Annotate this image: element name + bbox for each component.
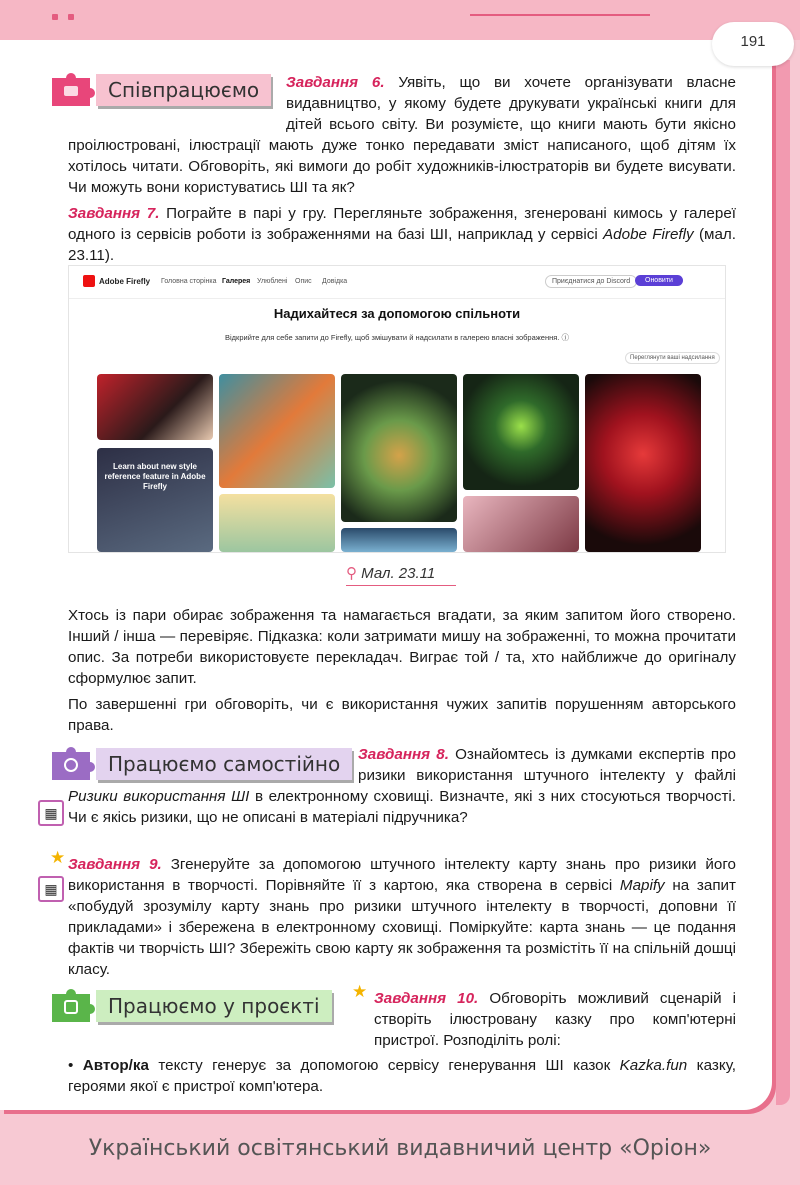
task-8-text-end: в електронному сховищі. Визначте, які з них стосуються творчості. Чи є якісь ризики, що не описані в матеріалі підручника? bbox=[68, 788, 736, 826]
figure-brand: Adobe Firefly bbox=[99, 277, 151, 286]
section-title: Працюємо самостійно bbox=[96, 748, 352, 780]
gallery-image-portrait bbox=[97, 374, 213, 440]
gallery-image-eye-phone bbox=[463, 374, 579, 490]
figure-nav-item: Галерея bbox=[222, 278, 251, 285]
bullet-author bbox=[68, 1055, 736, 1097]
pin-icon: ⚲ bbox=[346, 565, 362, 582]
top-decoration-dot bbox=[68, 14, 74, 20]
task-9-service: Mapify bbox=[619, 877, 665, 894]
page-number: 191 bbox=[740, 33, 766, 50]
task-8-label: Завдання 8. bbox=[358, 746, 449, 763]
task-8-paragraph bbox=[68, 744, 736, 828]
task-7-paragraph bbox=[68, 203, 736, 266]
task-7-service: Adobe Firefly bbox=[603, 226, 694, 243]
task-8-text: Ознайомтесь із думками експертів про ризики використання штучного інтелекту у файлі bbox=[358, 746, 736, 784]
task-10-text: Обговоріть можливий сценарій і створіть ілюстровану казку про комп'ютерні пристрої. Розподіліть ролі: bbox=[374, 990, 736, 1049]
star-icon: ★ bbox=[50, 848, 66, 867]
gallery-image-lion bbox=[219, 374, 335, 488]
gallery-image-ornament bbox=[341, 374, 457, 522]
gallery-image-orchids bbox=[585, 374, 701, 552]
qr-code-icon: ▦ bbox=[38, 876, 64, 902]
figure-nav-item: Довідка bbox=[322, 278, 348, 285]
bullet-text-end: казку, героями якої є пристрої комп'ютера. bbox=[68, 1057, 736, 1095]
task-9-text-end: на запит «побудуй зрозумілу карту знань про ризики штучного інтелекту в творчості, доповни її прикладами» і збережена в електронному сховищі. Поміркуйте: карта знань — це подання фактів чи творчість ШІ? Збережіть свою карту як зображення та розмістіть її на спільній дошці класу. bbox=[68, 877, 736, 978]
task-7-figure-ref: (мал. 23.11). bbox=[68, 226, 736, 264]
task-6-paragraph bbox=[68, 72, 736, 198]
bullet-marker: • bbox=[68, 1057, 74, 1074]
top-band bbox=[0, 0, 800, 40]
figure-nav-item: Головна сторінка bbox=[161, 278, 217, 285]
top-decoration-line bbox=[470, 14, 650, 16]
right-rail bbox=[776, 60, 790, 1105]
figure-filter-button: Переглянути ваші надсилання bbox=[625, 352, 720, 364]
figure-discord-button: Приєднатися до Discord bbox=[545, 275, 637, 288]
figure-logo-icon bbox=[83, 275, 95, 287]
gallery-image-promo bbox=[97, 448, 213, 552]
figure-nav-item: Улюблені bbox=[257, 278, 288, 285]
task-9-label: Завдання 9. bbox=[68, 856, 162, 873]
figure-screenshot bbox=[68, 265, 726, 553]
task-7-text: Пограйте в парі у гру. Перегляньте зображення, згенеровані кимось у галереї одного із сервісів роботи із зображеннями на базі ШІ, наприклад у сервісі bbox=[68, 205, 736, 243]
float-spacer bbox=[68, 744, 358, 786]
task-10-label: Завдання 10. bbox=[374, 990, 479, 1007]
section-title: Співпрацюємо bbox=[96, 74, 271, 106]
float-spacer bbox=[68, 988, 374, 1051]
discuss-paragraph: По завершенні гри обговоріть, чи є використання чужих запитів порушенням авторського права. bbox=[68, 696, 736, 734]
star-icon: ★ bbox=[352, 982, 368, 1001]
qr-code-icon: ▦ bbox=[38, 800, 64, 826]
figure-heading: Надихайтеся за допомогою спільноти bbox=[273, 306, 521, 321]
guess-paragraph: Хтось із пари обирає зображення та намагається вгадати, за яким запитом його створено. Інший / інша — перевіряє. Підказка: коли затримати мишу на зображенні, то можна прочитати опис. За потреби використовуєте перекладач. Виграє той / та, хто найближче до оригіналу сформулює запит. bbox=[68, 607, 736, 687]
float-spacer bbox=[68, 72, 286, 135]
figure-caption: ⚲ Мал. 23.11 bbox=[346, 564, 456, 586]
figure-nav-bar bbox=[69, 266, 725, 299]
bullet-service: Kazka.fun bbox=[619, 1057, 688, 1074]
task-6-label: Завдання 6. bbox=[286, 74, 385, 91]
task-7-label: Завдання 7. bbox=[68, 205, 160, 222]
task-9-text: Згенеруйте за допомогою штучного інтелекту карту знань про ризики його використання в творчості. Порівняйте її з картою, яка створена в сервісі bbox=[68, 856, 736, 894]
section-title: Працюємо у проєкті bbox=[96, 990, 332, 1022]
top-decoration-dot bbox=[52, 14, 58, 20]
figure-subheading: Відкрийте для себе запити до Firefly, щоб змішувати й надсилати в галерею власні зображення. ⓘ bbox=[225, 333, 569, 342]
promo-text: Learn about new style reference feature in Adobe Firefly bbox=[104, 462, 206, 491]
gallery-image-flowers bbox=[463, 496, 579, 552]
bullet-role: Автор/ка bbox=[82, 1057, 149, 1074]
figure-login-button: Оновити bbox=[635, 275, 683, 286]
task-10-paragraph bbox=[68, 988, 736, 1051]
publisher-footer: Український освітянський видавничий центр «Оріон» bbox=[88, 1136, 712, 1161]
task-8-file: Ризики використання ШІ bbox=[68, 788, 250, 805]
task-9-paragraph bbox=[68, 854, 736, 980]
gallery-image-sunset bbox=[219, 494, 335, 552]
task-6-text: Уявіть, що ви хочете організувати власне видавництво, у якому будете друкувати українські книги для дітей всього світу. Ви розумієте, що книги мають бути якісно проілюстровані, ілюстрації мають дуже тонко передавати зміст написаного, щоб дітям їх хотілось читати. Обговоріть, які вимоги до робіт художників-ілюстраторів ви будете висувати. Чи можуть вони користуватись ШІ та як? bbox=[68, 74, 736, 196]
bullet-text: тексту генерує за допомогою сервісу генерування ШІ казок bbox=[158, 1057, 611, 1074]
figure-nav-item: Опис bbox=[295, 278, 312, 285]
gallery-image-bubble bbox=[341, 528, 457, 552]
